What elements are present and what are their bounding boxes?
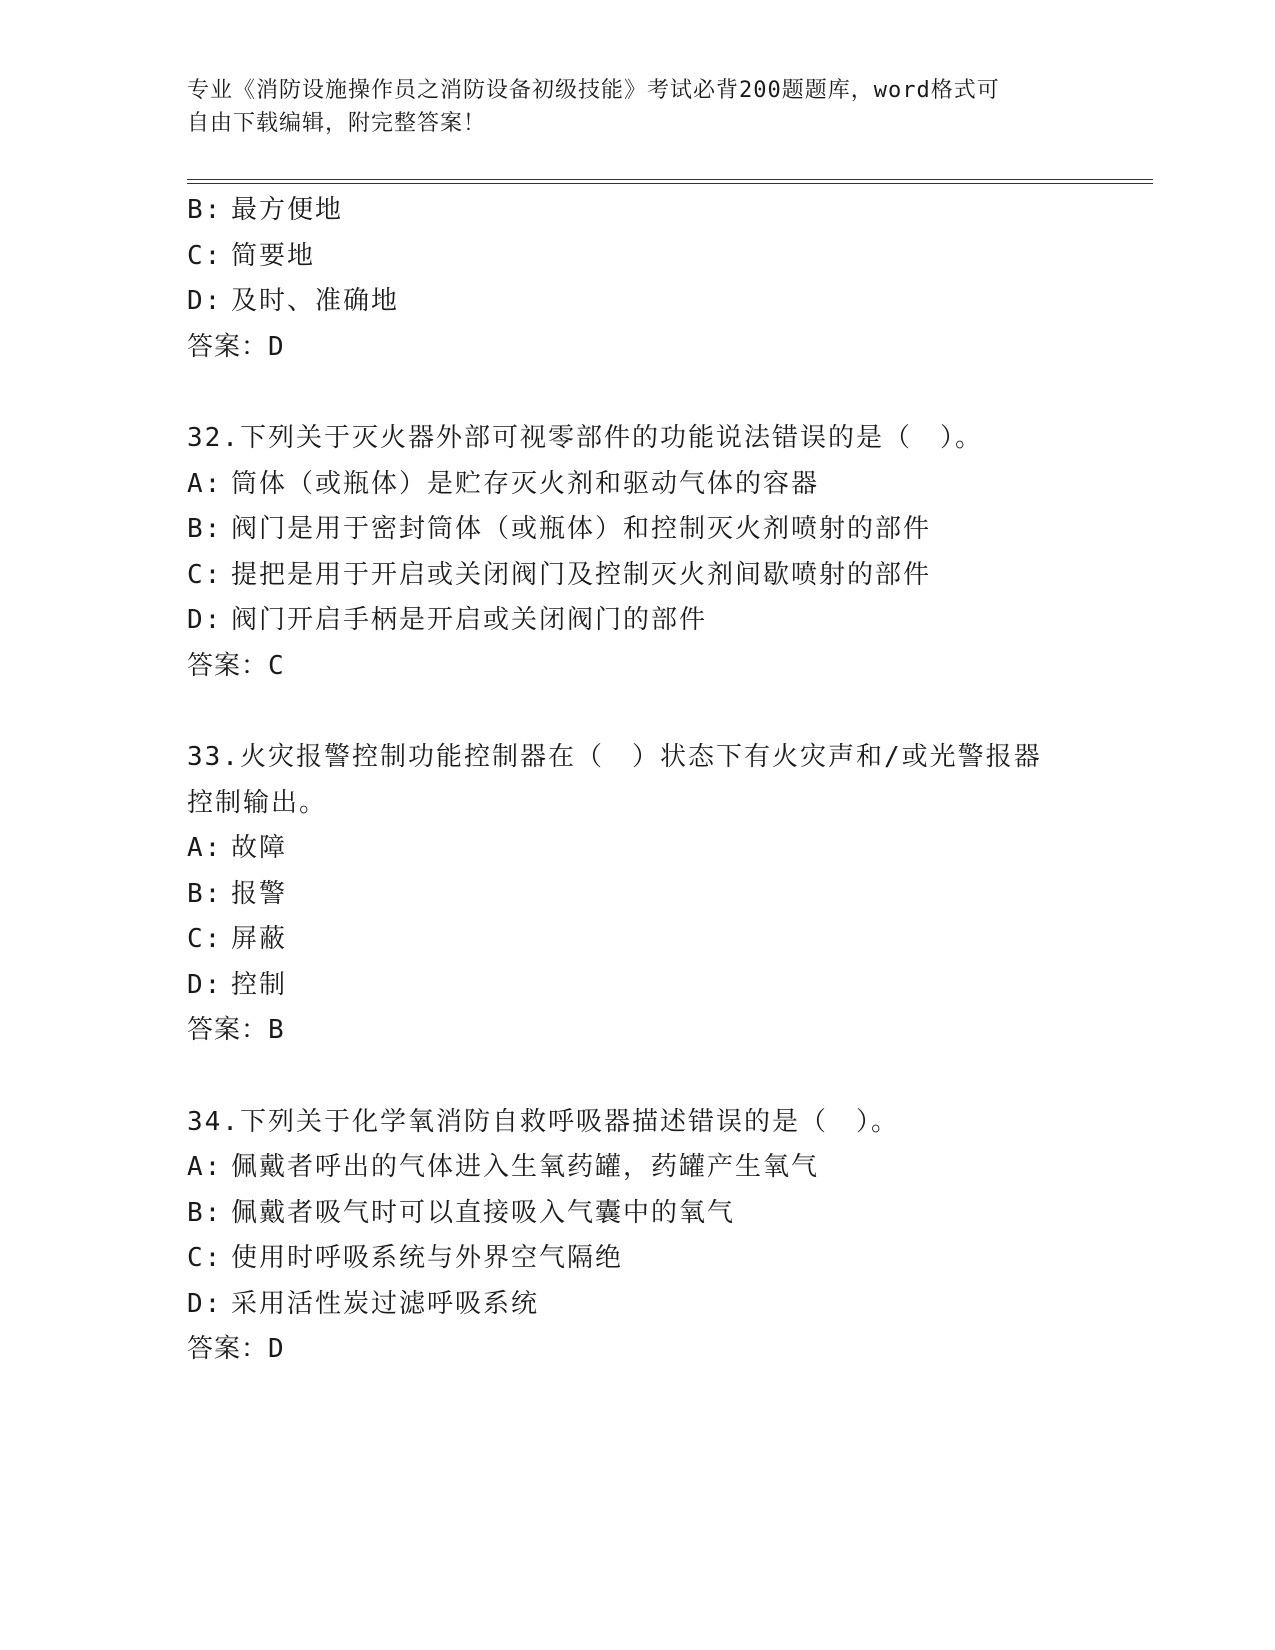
option-a [187, 462, 1153, 508]
option-key: A: [187, 468, 223, 499]
question-32 [187, 416, 1153, 689]
option-key: C: [187, 559, 223, 590]
answer-value: D [268, 331, 286, 362]
question-fragment [187, 188, 1153, 370]
option-text: 最方便地 [231, 195, 344, 225]
option-text: 使用时呼吸系统与外界空气隔绝 [231, 1243, 624, 1273]
option-text: 屏蔽 [231, 924, 288, 954]
option-text: 阀门开启手柄是开启或关闭阀门的部件 [231, 605, 708, 635]
option-a [187, 1145, 1153, 1191]
question-stem: 34.下列关于化学氧消防自救呼吸器描述错误的是（ ）。 [187, 1106, 899, 1137]
question-stem: 33.火灾报警控制功能控制器在（ ）状态下有火灾声和/或光警报器 [187, 742, 1042, 772]
option-text: 控制 [231, 969, 288, 1000]
header-line-2: 自由下载编辑，附完整答案！ [187, 111, 487, 136]
option-b [187, 188, 1153, 234]
answer-label: 答案： [187, 331, 269, 362]
option-key: B: [187, 514, 223, 544]
answer-line [187, 325, 1153, 371]
option-key: B: [187, 195, 223, 225]
option-text: 佩戴者呼出的气体进入生氧药罐，药罐产生氧气 [231, 1152, 820, 1182]
option-c [187, 553, 1153, 599]
option-key: B: [187, 1197, 223, 1228]
answer-line [187, 1008, 1153, 1054]
option-d [187, 963, 1153, 1009]
option-key: C: [187, 924, 223, 954]
option-d [187, 279, 1153, 325]
answer-label: 答案： [187, 1334, 269, 1364]
option-key: D: [187, 286, 223, 316]
option-b [187, 507, 1153, 553]
option-text: 报警 [231, 878, 288, 909]
option-text: 简要地 [231, 240, 316, 271]
question-stem-continued: 控制输出。 [187, 787, 328, 818]
header-divider-bottom [187, 183, 1153, 184]
option-key: A: [187, 1152, 223, 1182]
option-key: B: [187, 878, 223, 909]
option-text: 采用活性炭过滤呼吸系统 [231, 1288, 540, 1319]
option-b [187, 1191, 1153, 1237]
option-text: 提把是用于开启或关闭阀门及控制灭火剂间歇喷射的部件 [231, 559, 932, 590]
answer-value: D [268, 1334, 286, 1364]
option-key: A: [187, 833, 223, 863]
answer-value: C [268, 650, 286, 681]
question-34 [187, 1100, 1153, 1373]
answer-line [187, 644, 1153, 690]
answer-value: B [268, 1015, 286, 1045]
answer-label: 答案： [187, 650, 269, 681]
option-key: D: [187, 605, 223, 635]
question-spacer [187, 1054, 1153, 1100]
option-d [187, 1282, 1153, 1328]
question-spacer [187, 370, 1153, 416]
question-stem: 32.下列关于灭火器外部可视零部件的功能说法错误的是（ ）。 [187, 423, 983, 453]
question-spacer [187, 689, 1153, 735]
option-text: 故障 [231, 833, 288, 863]
option-c [187, 234, 1153, 280]
question-33 [187, 735, 1153, 1054]
answer-label: 答案： [187, 1015, 269, 1045]
document-header [187, 74, 1067, 140]
option-c [187, 917, 1153, 963]
option-a [187, 826, 1153, 872]
option-b [187, 872, 1153, 918]
option-text: 阀门是用于密封筒体（或瓶体）和控制灭火剂喷射的部件 [231, 514, 932, 544]
option-c [187, 1236, 1153, 1282]
option-key: C: [187, 240, 223, 271]
header-divider-top [187, 179, 1153, 180]
option-key: D: [187, 969, 223, 1000]
question-content [187, 188, 1153, 1373]
option-d [187, 598, 1153, 644]
option-key: C: [187, 1243, 223, 1273]
header-line-1: 专业《消防设施操作员之消防设备初级技能》考试必背200题题库，word格式可 [187, 78, 1000, 103]
option-text: 佩戴者吸气时可以直接吸入气囊中的氧气 [231, 1197, 736, 1228]
option-text: 筒体（或瓶体）是贮存灭火剂和驱动气体的容器 [231, 468, 820, 499]
answer-line [187, 1327, 1153, 1373]
option-key: D: [187, 1288, 223, 1319]
option-text: 及时、准确地 [231, 286, 400, 316]
